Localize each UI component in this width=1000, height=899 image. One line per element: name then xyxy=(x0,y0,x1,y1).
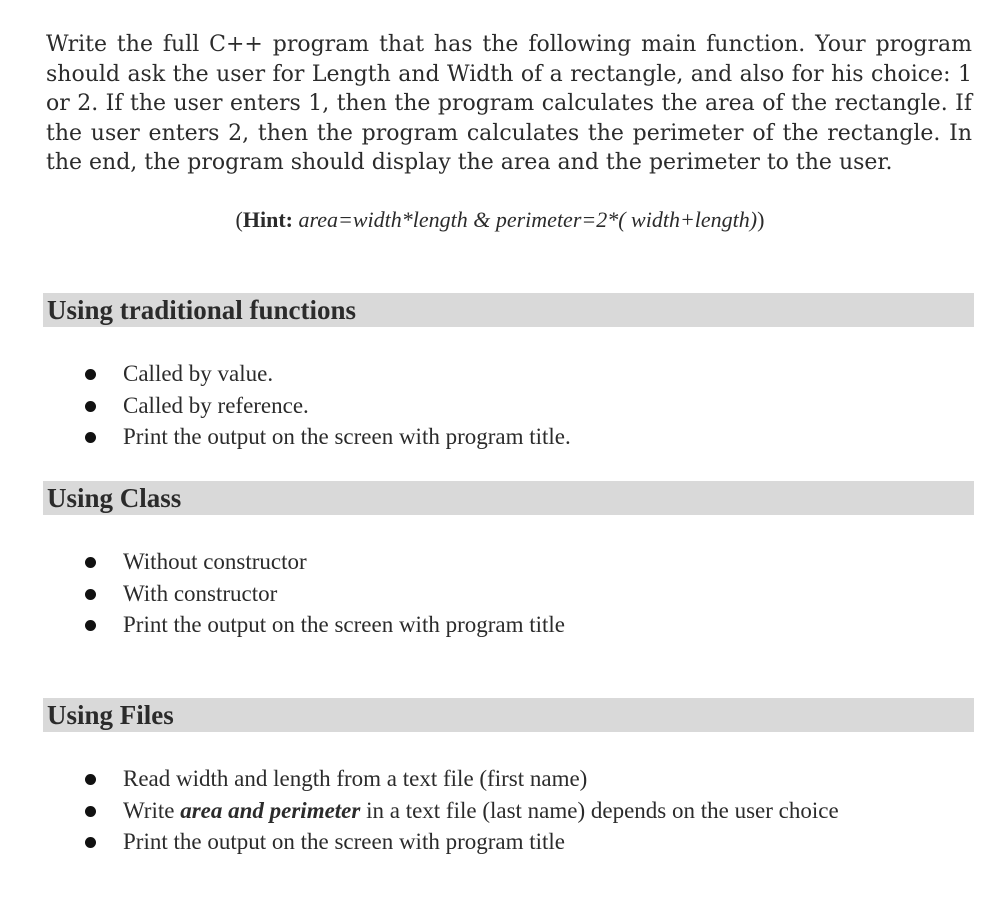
list-item-text: Called by value. xyxy=(123,361,274,386)
list-item xyxy=(0,358,571,390)
list-item-text: With constructor xyxy=(123,580,278,606)
list-item-text-prefix: Write xyxy=(123,797,181,823)
list-item xyxy=(0,578,565,610)
list-item xyxy=(0,609,565,641)
list-item-text: Without constructor xyxy=(123,549,307,574)
list-item-text: Print the output on the screen with program title xyxy=(123,829,566,854)
hint-open: ( xyxy=(235,207,243,232)
list-item xyxy=(0,390,571,422)
list-item xyxy=(0,763,839,795)
intro-paragraph: Write the full C++ program that has the following main function. Your program should ask the user for Length and Width of a rectangle, and also for his choice: 1 or 2. If the user enters 1, then the program calculates the area of the rectangle. If the user enters 2, then the program calculates the perimeter of the rectangle. In the end, the program should display the area and the perimeter to the user. xyxy=(46,32,972,175)
section-heading-traditional-functions: Using traditional functions xyxy=(43,293,974,327)
list-item xyxy=(0,546,565,578)
bullet-icon xyxy=(85,589,96,600)
bullet-icon xyxy=(85,401,96,412)
bullet-icon xyxy=(85,432,96,443)
list-item-text: Print the output on the screen with program title. xyxy=(123,424,571,449)
bullet-icon xyxy=(85,620,96,631)
section-list-traditional-functions xyxy=(0,358,571,453)
list-item xyxy=(0,826,839,858)
list-item-text: Called by reference. xyxy=(123,392,309,418)
list-item-text: Read width and length from a text file (first name) xyxy=(123,766,588,791)
bullet-icon xyxy=(85,369,96,380)
bullet-icon xyxy=(85,774,96,785)
hint-label: Hint: xyxy=(242,207,293,232)
list-item xyxy=(0,795,839,827)
hint-line xyxy=(0,207,1000,233)
hint-close: ) xyxy=(757,207,765,232)
section-heading-class: Using Class xyxy=(43,481,974,515)
section-list-files xyxy=(0,763,839,858)
list-item-text: Print the output on the screen with program title xyxy=(123,612,566,637)
hint-formula: area=width*length & perimeter=2*( width+length) xyxy=(298,207,758,232)
section-heading-files: Using Files xyxy=(43,698,974,732)
list-item xyxy=(0,421,571,453)
bullet-icon xyxy=(85,806,96,817)
list-item-text-emphasis: area and perimeter xyxy=(180,797,361,823)
section-list-class xyxy=(0,546,565,641)
bullet-icon xyxy=(85,557,96,568)
list-item-text-suffix: in a text file (last name) depends on the user choice xyxy=(360,797,839,823)
bullet-icon xyxy=(85,837,96,848)
